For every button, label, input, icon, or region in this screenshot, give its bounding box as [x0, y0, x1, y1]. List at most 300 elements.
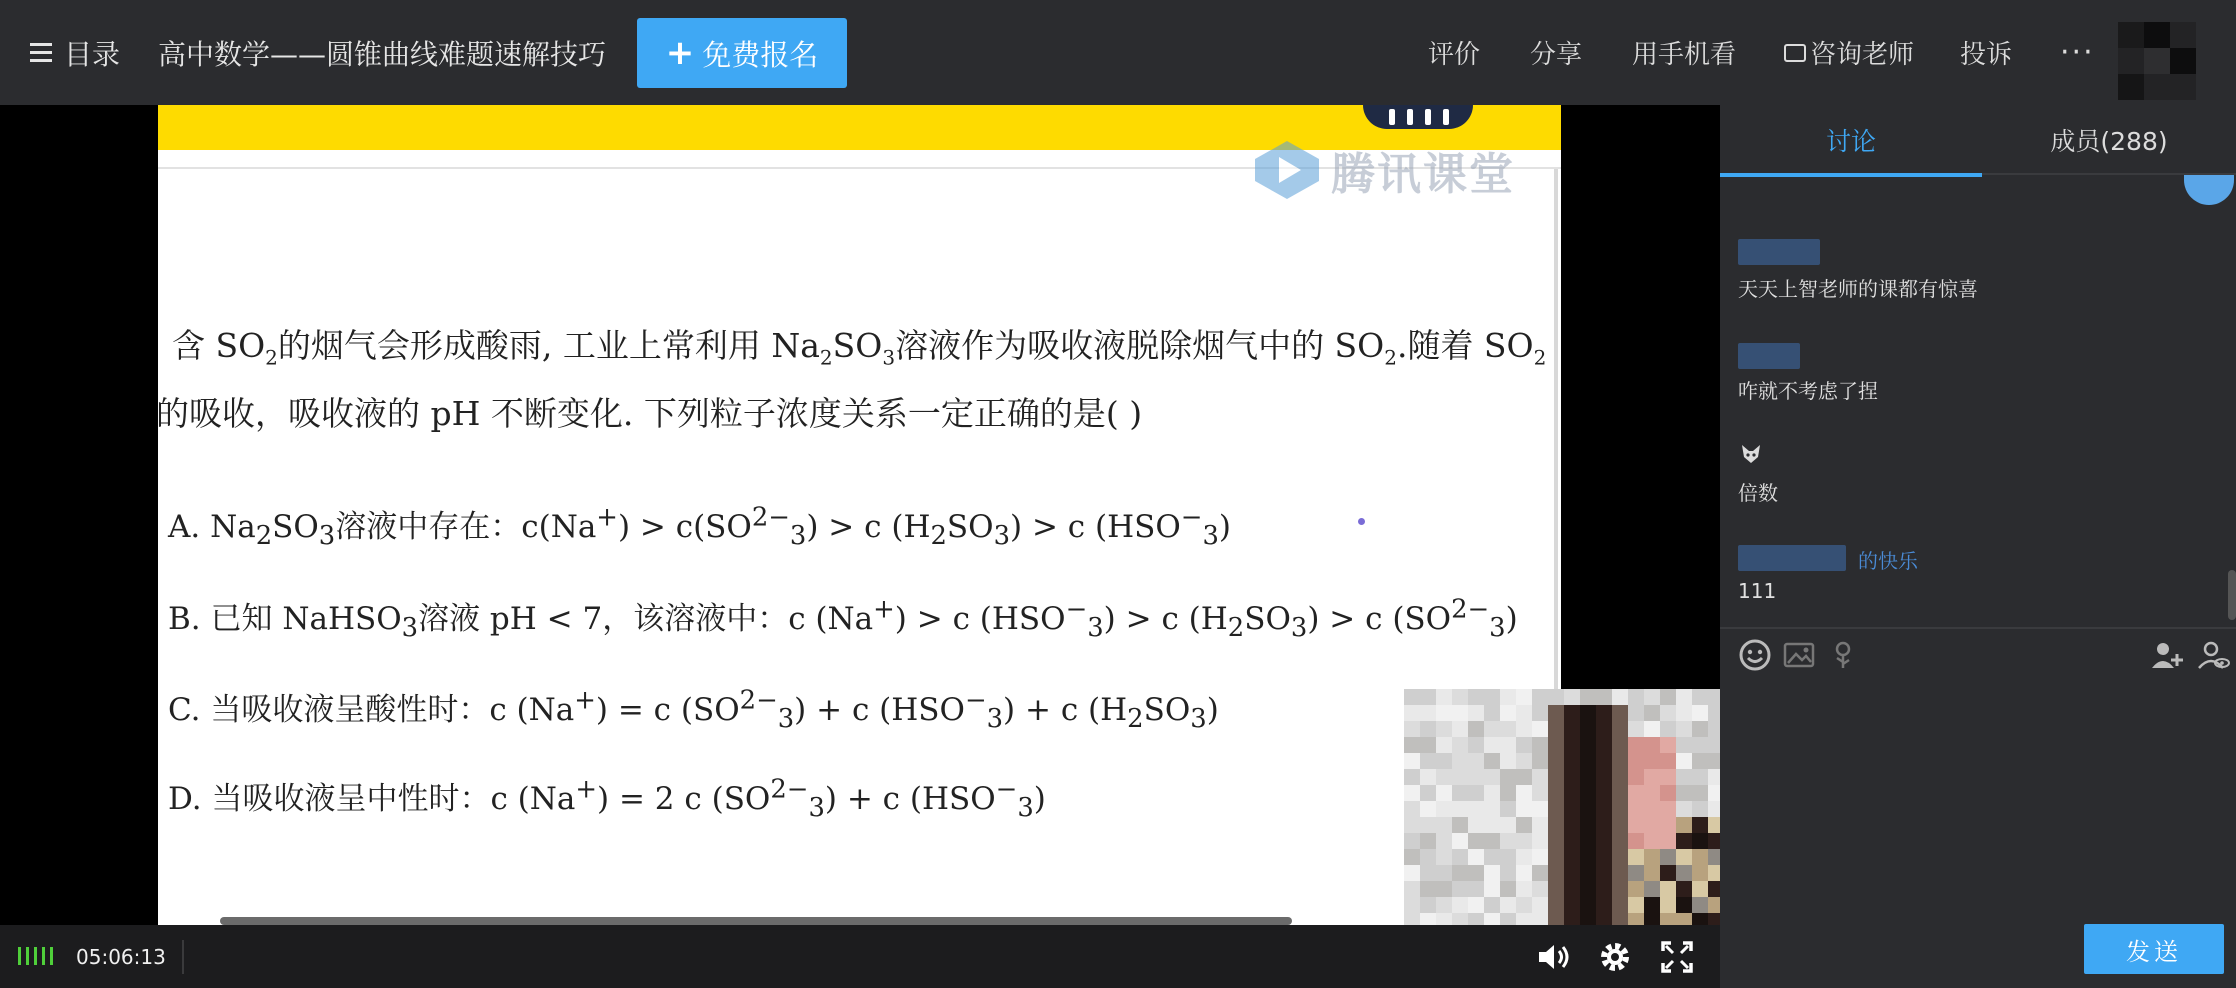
webcam-pixel [1580, 689, 1596, 705]
webcam-pixel [1644, 769, 1660, 785]
webcam-pixel [1676, 865, 1692, 881]
webcam-pixel [1628, 721, 1644, 737]
tab-discussion[interactable] [1720, 105, 1982, 175]
webcam-pixel [1580, 753, 1596, 769]
webcam-pixel [1580, 849, 1596, 865]
webcam-pixel [1532, 801, 1548, 817]
webcam-pixel [1644, 737, 1660, 753]
course-title: 高中数学——圆锥曲线难题速解技巧 [158, 37, 607, 71]
webcam-pixel [1404, 753, 1420, 769]
webcam-pixel [1644, 801, 1660, 817]
webcam-pixel [1676, 881, 1692, 897]
webcam-pixel [1420, 737, 1436, 753]
webcam-pixel [1436, 721, 1452, 737]
fullscreen-icon[interactable] [1658, 938, 1696, 976]
webcam-pixel [1580, 737, 1596, 753]
webcam-pixel [1564, 801, 1580, 817]
webcam-pixel [1468, 897, 1484, 913]
webcam-pixel [1660, 705, 1676, 721]
webcam-pixel [1500, 753, 1516, 769]
webcam-pixel [1404, 833, 1420, 849]
webcam-pixel [1596, 753, 1612, 769]
webcam-pixel [1660, 865, 1676, 881]
lecture-slide [158, 105, 1561, 925]
webcam-pixel [1420, 833, 1436, 849]
webcam-pixel [1692, 689, 1708, 705]
webcam-pixel [1708, 881, 1720, 897]
webcam-pixel [1516, 737, 1532, 753]
tencent-classroom-watermark [1253, 138, 1515, 202]
webcam-pixel [1692, 753, 1708, 769]
webcam-pixel [1628, 849, 1644, 865]
webcam-pixel [1500, 849, 1516, 865]
webcam-pixel [1436, 689, 1452, 705]
webcam-pixel [1468, 817, 1484, 833]
send-button[interactable]: 发送 [2084, 924, 2224, 974]
webcam-pixel [1436, 913, 1452, 925]
webcam-pixel [1692, 833, 1708, 849]
webcam-pixel [1596, 801, 1612, 817]
webcam-pixel [1548, 721, 1564, 737]
webcam-pixel [1484, 801, 1500, 817]
webcam-pixel [1548, 785, 1564, 801]
webcam-pixel [1564, 897, 1580, 913]
webcam-pixel [1452, 833, 1468, 849]
webcam-pixel [1452, 897, 1468, 913]
webcam-pixel [1660, 913, 1676, 925]
message-sender [1738, 239, 1820, 265]
webcam-pixel [1452, 769, 1468, 785]
webcam-pixel [1516, 753, 1532, 769]
webcam-pixel [1516, 865, 1532, 881]
webcam-pixel [1548, 881, 1564, 897]
webcam-pixel [1580, 865, 1596, 881]
webcam-pixel [1500, 817, 1516, 833]
report-link[interactable]: 投诉 [1960, 40, 2013, 70]
flower-gift-icon[interactable] [1826, 638, 1860, 672]
webcam-pixel [1612, 705, 1628, 721]
webcam-pixel [1612, 897, 1628, 913]
slide-edge [1554, 169, 1558, 769]
webcam-pixel [1404, 689, 1420, 705]
hamburger-icon [30, 43, 52, 63]
webcam-pixel [1580, 817, 1596, 833]
signup-label: 免费报名 [702, 37, 819, 72]
webcam-pixel [1548, 817, 1564, 833]
webcam-pixel [1532, 785, 1548, 801]
webcam-pixel [1468, 785, 1484, 801]
webcam-pixel [1692, 737, 1708, 753]
webcam-pixel [1548, 689, 1564, 705]
question-line-2: 的吸收，吸收液的 pH 不断变化. 下列粒子浓度关系一定正确的是( ) [156, 394, 1143, 433]
webcam-pixel [1708, 705, 1720, 721]
webcam-pixel [1452, 801, 1468, 817]
webcam-pixel [1516, 689, 1532, 705]
add-member-icon[interactable] [2150, 638, 2184, 672]
webcam-pixel [1468, 849, 1484, 865]
webcam-pixel [1500, 897, 1516, 913]
webcam-pixel [1468, 689, 1484, 705]
webcam-pixel [1644, 817, 1660, 833]
webcam-pixel [1500, 865, 1516, 881]
webcam-pixel [1708, 833, 1720, 849]
webcam-pixel [1436, 897, 1452, 913]
webcam-pixel [1612, 817, 1628, 833]
webcam-pixel [1596, 849, 1612, 865]
mobile-view-link[interactable]: 用手机看 [1632, 40, 1737, 70]
webcam-pixel [1692, 897, 1708, 913]
message-sender [1738, 545, 1846, 571]
webcam-pixel [1420, 849, 1436, 865]
webcam-pixel [1420, 753, 1436, 769]
webcam-pixel [1532, 849, 1548, 865]
consult-teacher-link[interactable] [1784, 0, 1914, 105]
webcam-pixel [1612, 913, 1628, 925]
webcam-pixel [1468, 705, 1484, 721]
webcam-pixel [1644, 833, 1660, 849]
webcam-pixel [1628, 689, 1644, 705]
webcam-pixel [1404, 913, 1420, 925]
consult-label: 咨询老师 [1810, 40, 1915, 70]
webcam-pixel [1532, 721, 1548, 737]
webcam-pixel [1436, 705, 1452, 721]
webcam-pixel [1500, 913, 1516, 925]
webcam-pixel [1484, 689, 1500, 705]
webcam-pixel [1596, 721, 1612, 737]
webcam-pixel [1580, 769, 1596, 785]
webcam-pixel [1692, 913, 1708, 925]
webcam-pixel [1516, 849, 1532, 865]
webcam-pixel [1452, 913, 1468, 925]
webcam-pixel [1484, 833, 1500, 849]
webcam-pixel [1596, 817, 1612, 833]
webcam-pixel [1500, 689, 1516, 705]
webcam-pixel [1596, 737, 1612, 753]
webcam-pixel [1436, 801, 1452, 817]
webcam-pixel [1484, 881, 1500, 897]
webcam-pixel [1452, 721, 1468, 737]
webcam-pixel [1420, 785, 1436, 801]
share-link[interactable]: 分享 [1530, 40, 1583, 70]
webcam-pixel [1548, 769, 1564, 785]
webcam-pixel [1564, 833, 1580, 849]
webcam-pixel [1452, 865, 1468, 881]
webcam-pixel [1660, 769, 1676, 785]
webcam-pixel [1660, 753, 1676, 769]
message-sender [1738, 343, 1800, 369]
webcam-pixel [1484, 849, 1500, 865]
webcam-pixel [1420, 865, 1436, 881]
webcam-pixel [1628, 705, 1644, 721]
message-text: 天天上智老师的课都有惊喜 [1738, 277, 1978, 301]
review-link[interactable]: 评价 [1428, 40, 1481, 70]
webcam-pixel [1420, 897, 1436, 913]
webcam-pixel [1628, 785, 1644, 801]
webcam-pixel [1676, 753, 1692, 769]
webcam-pixel [1676, 785, 1692, 801]
webcam-pixel [1468, 737, 1484, 753]
webcam-pixel [1580, 881, 1596, 897]
webcam-pixel [1612, 785, 1628, 801]
wolf-avatar-icon [1740, 443, 1762, 465]
announcement-icon[interactable] [2184, 175, 2234, 205]
webcam-pixel [1436, 849, 1452, 865]
option-a: A. $Na_2SO_3$溶液中存在：$c(Na^+) > c(SO^{2-}_3) > c$ $(H_2SO_3) > c$ $(HSO^-_3)$ [168, 502, 1231, 552]
webcam-pixel [1612, 881, 1628, 897]
webcam-pixel [1580, 913, 1596, 925]
webcam-pixel [1564, 849, 1580, 865]
webcam-pixel [1708, 897, 1720, 913]
webcam-pixel [1692, 801, 1708, 817]
watermark-text: 腾讯课堂 [1331, 149, 1515, 200]
message-sender-partial: 的快乐 [1858, 549, 1918, 573]
webcam-pixel [1676, 817, 1692, 833]
option-d: D. 当吸收液呈中性时：c (Na+) = 2 c $(SO^{2-}_3) + c$ $(HSO^-_3)$ [168, 774, 1046, 824]
webcam-pixel [1692, 849, 1708, 865]
webcam-pixel [1468, 769, 1484, 785]
webcam-pixel [1404, 705, 1420, 721]
webcam-pixel [1612, 865, 1628, 881]
webcam-pixel [1644, 705, 1660, 721]
webcam-pixel [1644, 881, 1660, 897]
webcam-pixel [1452, 849, 1468, 865]
webcam-pixel [1516, 833, 1532, 849]
webcam-pixel [1532, 753, 1548, 769]
webcam-pixel [1436, 865, 1452, 881]
webcam-pixel [1580, 705, 1596, 721]
emoji-icon[interactable] [1738, 638, 1772, 672]
webcam-pixel [1548, 849, 1564, 865]
webcam-pixel [1420, 913, 1436, 925]
message-text: 111 [1738, 579, 1777, 603]
webcam-pixel [1500, 785, 1516, 801]
webcam-pixel [1484, 753, 1500, 769]
webcam-pixel [1692, 705, 1708, 721]
webcam-pixel [1564, 753, 1580, 769]
webcam-pixel [1596, 705, 1612, 721]
webcam-pixel [1628, 801, 1644, 817]
webcam-pixel [1500, 721, 1516, 737]
webcam-pixel [1628, 865, 1644, 881]
webcam-pixel [1644, 897, 1660, 913]
more-options-icon[interactable]: ··· [2060, 35, 2095, 70]
webcam-pixel [1612, 801, 1628, 817]
webcam-pixel [1644, 913, 1660, 925]
webcam-pixel [1660, 801, 1676, 817]
player-divider [182, 940, 184, 974]
webcam-pixel [1708, 769, 1720, 785]
webcam-pixel [1644, 785, 1660, 801]
panel-separator [1720, 627, 2236, 629]
catalog-menu-button[interactable] [30, 0, 120, 105]
webcam-pixel [1612, 737, 1628, 753]
webcam-pixel [1436, 833, 1452, 849]
webcam-pixel [1484, 913, 1500, 925]
message-list[interactable] [1720, 177, 2236, 627]
webcam-pixel [1644, 865, 1660, 881]
webcam-pixel [1404, 897, 1420, 913]
webcam-pixel [1436, 881, 1452, 897]
webcam-pixel [1676, 769, 1692, 785]
webcam-pixel [1564, 721, 1580, 737]
webcam-pixel [1612, 721, 1628, 737]
video-area[interactable] [0, 105, 1720, 925]
webcam-pixel [1516, 801, 1532, 817]
webcam-pixel [1404, 721, 1420, 737]
webcam-pixel [1564, 817, 1580, 833]
webcam-pixel [1404, 881, 1420, 897]
volume-icon[interactable] [1534, 938, 1572, 976]
webcam-pixel [1532, 833, 1548, 849]
webcam-pixel [1644, 753, 1660, 769]
webcam-pixel [1564, 705, 1580, 721]
webcam-pixel [1660, 897, 1676, 913]
webcam-pixel [1484, 705, 1500, 721]
webcam-pixel [1484, 817, 1500, 833]
webcam-pixel [1532, 897, 1548, 913]
webcam-pixel [1532, 865, 1548, 881]
webcam-pixel [1532, 737, 1548, 753]
webcam-pixel [1708, 753, 1720, 769]
webcam-pixel [1404, 737, 1420, 753]
free-signup-button[interactable] [637, 18, 847, 88]
tencent-classroom-logo-icon [1253, 139, 1321, 201]
webcam-pixel [1404, 849, 1420, 865]
webcam-pixel [1660, 737, 1676, 753]
webcam-pixel [1516, 721, 1532, 737]
webcam-pixel [1628, 897, 1644, 913]
webcam-pixel [1452, 689, 1468, 705]
webcam-pixel [1404, 817, 1420, 833]
webcam-pixel [1564, 881, 1580, 897]
webcam-pixel [1468, 881, 1484, 897]
view-members-icon[interactable] [2196, 638, 2230, 672]
signal-strength-icon [18, 947, 53, 965]
webcam-pixel [1468, 913, 1484, 925]
webcam-pixel [1676, 849, 1692, 865]
webcam-pixel [1500, 833, 1516, 849]
webcam-pixel [1596, 689, 1612, 705]
webcam-pixel [1532, 705, 1548, 721]
webcam-pixel [1564, 769, 1580, 785]
user-avatar[interactable] [2118, 22, 2196, 100]
webcam-pixel [1708, 849, 1720, 865]
webcam-pixel [1612, 753, 1628, 769]
webcam-pixel [1436, 817, 1452, 833]
webcam-pixel [1580, 897, 1596, 913]
message-text: 咋就不考虑了捏 [1738, 379, 1878, 403]
webcam-pixel [1404, 769, 1420, 785]
webcam-pixel [1580, 721, 1596, 737]
webcam-pixel [1596, 833, 1612, 849]
webcam-pixel [1548, 913, 1564, 925]
webcam-pixel [1676, 705, 1692, 721]
webcam-pixel [1612, 769, 1628, 785]
webcam-pixel [1516, 817, 1532, 833]
webcam-pixel [1404, 801, 1420, 817]
webcam-pixel [1516, 785, 1532, 801]
webcam-pixel [1500, 801, 1516, 817]
webcam-pixel [1596, 865, 1612, 881]
player-bar [0, 925, 1720, 988]
webcam-pixel [1484, 897, 1500, 913]
webcam-pixel [1660, 849, 1676, 865]
webcam-pixel [1548, 753, 1564, 769]
webcam-pixel [1708, 721, 1720, 737]
tab-members[interactable]: 成员(288) [2050, 127, 2168, 156]
slide-scrollbar[interactable] [220, 917, 1292, 925]
webcam-pixel [1676, 913, 1692, 925]
webcam-pixel [1564, 913, 1580, 925]
teacher-webcam[interactable] [1404, 689, 1720, 925]
panel-tabs [1720, 105, 2236, 175]
option-b: B. 已知 NaHSO$_3$溶液 pH < 7，该溶液中：c (Na+) > c $(HSO^-_3) > c$ $(H_2SO_3) > c$ $(SO^{2-}_3)$ [168, 594, 1518, 644]
webcam-pixel [1436, 785, 1452, 801]
webcam-pixel [1468, 833, 1484, 849]
webcam-pixel [1548, 833, 1564, 849]
webcam-pixel [1532, 881, 1548, 897]
webcam-pixel [1468, 721, 1484, 737]
webcam-pixel [1660, 833, 1676, 849]
webcam-pixel [1484, 721, 1500, 737]
webcam-pixel [1500, 881, 1516, 897]
image-icon[interactable] [1782, 638, 1816, 672]
webcam-pixel [1612, 849, 1628, 865]
discussion-panel [1720, 105, 2236, 988]
webcam-pixel [1628, 913, 1644, 925]
webcam-pixel [1452, 785, 1468, 801]
settings-icon[interactable] [1596, 938, 1634, 976]
webcam-pixel [1660, 689, 1676, 705]
webcam-pixel [1596, 881, 1612, 897]
webcam-pixel [1420, 817, 1436, 833]
webcam-pixel [1676, 897, 1692, 913]
webcam-pixel [1692, 769, 1708, 785]
webcam-pixel [1580, 785, 1596, 801]
webcam-pixel [1628, 753, 1644, 769]
webcam-pixel [1644, 721, 1660, 737]
webcam-pixel [1484, 785, 1500, 801]
webcam-pixel [1452, 881, 1468, 897]
webcam-pixel [1708, 865, 1720, 881]
webcam-pixel [1596, 913, 1612, 925]
webcam-pixel [1676, 833, 1692, 849]
webcam-pixel [1452, 737, 1468, 753]
panel-scrollbar[interactable] [2228, 570, 2236, 620]
webcam-pixel [1516, 897, 1532, 913]
question-line-1: 含 $SO_2$的烟气会形成酸雨, 工业上常利用 $Na_2SO_3$溶液作为吸收液脱除烟气中的 $SO_2$.随着 $SO_2$ [172, 326, 1547, 370]
webcam-pixel [1420, 801, 1436, 817]
elapsed-time: 05:06:13 [76, 944, 166, 969]
webcam-pixel [1612, 833, 1628, 849]
webcam-pixel [1532, 817, 1548, 833]
webcam-pixel [1452, 753, 1468, 769]
webcam-pixel [1676, 689, 1692, 705]
webcam-pixel [1660, 881, 1676, 897]
webcam-pixel [1420, 769, 1436, 785]
webcam-pixel [1548, 705, 1564, 721]
webcam-pixel [1692, 817, 1708, 833]
webcam-pixel [1420, 881, 1436, 897]
webcam-pixel [1676, 721, 1692, 737]
mascot-icon [1363, 105, 1473, 129]
webcam-pixel [1580, 833, 1596, 849]
webcam-pixel [1452, 705, 1468, 721]
webcam-pixel [1404, 865, 1420, 881]
webcam-pixel [1532, 689, 1548, 705]
webcam-pixel [1660, 721, 1676, 737]
webcam-pixel [1660, 817, 1676, 833]
